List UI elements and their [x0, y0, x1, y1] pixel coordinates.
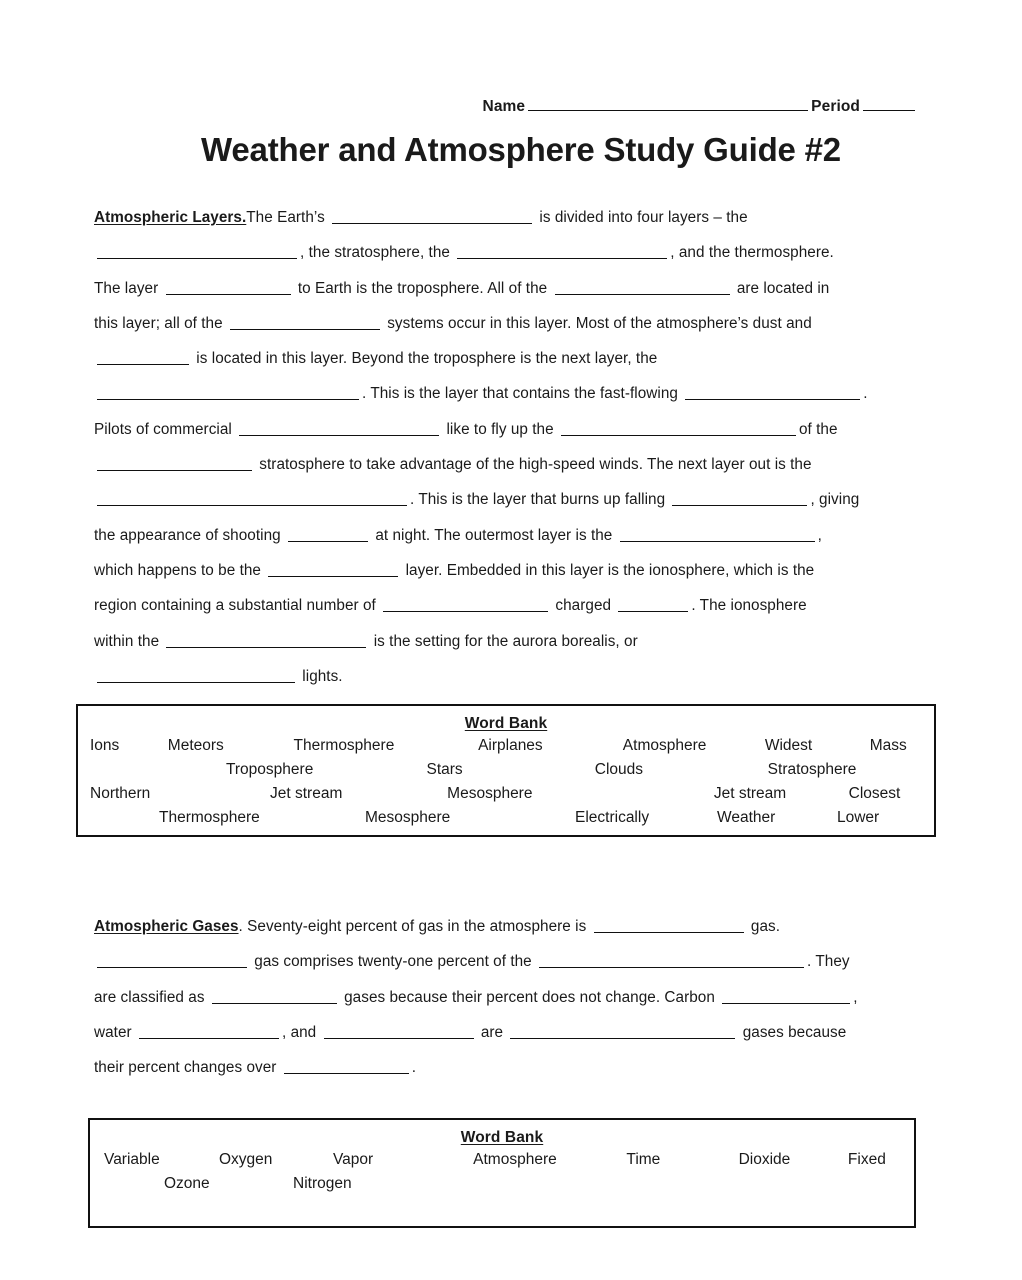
word-bank-word[interactable]: Thermosphere	[293, 737, 395, 754]
text-run: ,	[817, 526, 822, 544]
answer-blank[interactable]	[510, 1022, 735, 1039]
text-line	[94, 518, 922, 553]
answer-blank[interactable]	[457, 242, 667, 259]
text-line	[94, 1050, 922, 1085]
answer-blank[interactable]	[561, 419, 796, 436]
word-bank-word[interactable]: Jet stream	[270, 785, 343, 802]
text-run: The layer	[94, 279, 163, 297]
word-bank-word[interactable]: Fixed	[847, 1151, 886, 1168]
text-line	[94, 944, 922, 979]
text-run: systems occur in this layer. Most of the atmosphere’s dust and	[382, 314, 812, 332]
word-bank-word[interactable]: Clouds	[594, 761, 644, 778]
word-bank-row	[90, 758, 924, 782]
word-bank-word[interactable]: Jet stream	[713, 785, 787, 802]
text-run: their percent changes over	[94, 1059, 281, 1077]
word-bank-row	[104, 1148, 904, 1172]
name-blank[interactable]	[528, 94, 808, 111]
text-run: . Seventy-eight percent of gas in the atmosphere is	[238, 918, 591, 935]
answer-blank[interactable]	[97, 666, 295, 683]
text-run: gases because their percent does not change. Carbon	[339, 988, 720, 1006]
word-bank-row	[90, 734, 924, 758]
text-run: , and the thermosphere.	[670, 244, 834, 262]
answer-blank[interactable]	[618, 595, 688, 612]
word-bank-word[interactable]: Stratosphere	[767, 761, 857, 778]
text-run: like to fly up the	[442, 420, 558, 438]
word-bank-word[interactable]: Nitrogen	[293, 1175, 352, 1192]
text-run: The Earth’s	[246, 209, 330, 226]
word-bank-word[interactable]: Atmosphere	[622, 737, 707, 754]
answer-blank[interactable]	[722, 987, 850, 1004]
answer-blank[interactable]	[97, 489, 407, 506]
text-run: the appearance of shooting	[94, 526, 286, 544]
text-run: gases because	[738, 1023, 847, 1041]
text-run: gas.	[746, 918, 781, 935]
word-bank-word[interactable]: Troposphere	[226, 761, 314, 778]
text-run: , giving	[810, 491, 860, 509]
word-bank-word[interactable]: Thermosphere	[159, 809, 260, 826]
text-line	[94, 659, 922, 694]
answer-blank[interactable]	[685, 383, 860, 400]
text-run: is divided into four layers – the	[535, 209, 748, 226]
section-heading: Atmospheric Gases	[94, 918, 239, 935]
text-run: is located in this layer. Beyond the troposphere is the next layer, the	[192, 350, 658, 368]
text-line	[94, 1015, 922, 1050]
text-run: to Earth is the troposphere. All of the	[293, 279, 552, 297]
text-line	[94, 235, 922, 270]
answer-blank[interactable]	[212, 987, 337, 1004]
section-heading: Atmospheric Layers.	[94, 209, 247, 226]
word-bank-word[interactable]: Closest	[848, 785, 901, 802]
text-line	[94, 909, 922, 944]
text-run: . This is the layer that burns up falling	[410, 491, 670, 509]
text-run: ,	[853, 988, 858, 1006]
text-line	[94, 980, 922, 1015]
text-line	[94, 306, 922, 341]
word-bank-word[interactable]: Vapor	[332, 1151, 374, 1168]
period-label: Period	[811, 98, 860, 116]
word-bank-word[interactable]: Time	[626, 1151, 661, 1168]
word-bank-word[interactable]: Stars	[426, 761, 463, 778]
text-run: at night. The outermost layer is the	[371, 526, 617, 544]
text-run: stratosphere to take advantage of the high-speed winds. The next layer out is the	[255, 456, 812, 474]
text-run: water	[94, 1023, 136, 1041]
text-run: are located in	[732, 279, 830, 297]
section-atmospheric-gases	[94, 909, 922, 1085]
name-period-row	[0, 94, 1022, 116]
answer-blank[interactable]	[97, 454, 252, 471]
answer-blank[interactable]	[97, 348, 189, 365]
text-line	[94, 271, 922, 306]
text-line	[94, 412, 922, 447]
period-blank[interactable]	[863, 94, 915, 111]
text-run: . The ionosphere	[691, 597, 807, 615]
answer-blank[interactable]	[97, 951, 247, 968]
word-bank-2-rows	[90, 1147, 914, 1196]
text-run: , the stratosphere, the	[300, 244, 455, 262]
answer-blank[interactable]	[332, 207, 532, 224]
text-run: layer. Embedded in this layer is the ionosphere, which is the	[401, 561, 815, 579]
word-bank-word[interactable]: Dioxide	[738, 1151, 791, 1168]
text-run: .	[863, 385, 868, 403]
word-bank-word[interactable]: Atmosphere	[473, 1151, 557, 1168]
answer-blank[interactable]	[383, 595, 548, 612]
word-bank-word[interactable]: Lower	[837, 809, 880, 826]
answer-blank[interactable]	[288, 525, 368, 542]
text-line	[94, 200, 922, 235]
answer-blank[interactable]	[97, 383, 359, 400]
word-bank-word[interactable]: Variable	[104, 1151, 160, 1168]
text-line	[94, 447, 922, 482]
text-run: gas comprises twenty-one percent of the	[250, 953, 537, 971]
answer-blank[interactable]	[97, 242, 297, 259]
text-line	[94, 553, 922, 588]
text-run: region containing a substantial number of	[94, 597, 381, 615]
answer-blank[interactable]	[672, 489, 807, 506]
word-bank-row	[90, 782, 924, 806]
text-run: , and	[281, 1023, 321, 1041]
text-run: this layer; all of the	[94, 314, 227, 332]
answer-blank[interactable]	[268, 560, 398, 577]
word-bank-row	[104, 1172, 904, 1196]
answer-blank[interactable]	[594, 916, 744, 933]
text-run: are	[476, 1023, 508, 1041]
word-bank-word[interactable]: Ozone	[164, 1175, 210, 1192]
answer-blank[interactable]	[555, 278, 730, 295]
text-line	[94, 624, 922, 659]
text-run: lights.	[298, 667, 343, 685]
text-run: Pilots of commercial	[94, 420, 237, 438]
text-run: within the	[94, 632, 164, 650]
word-bank-word[interactable]: Mesosphere	[365, 809, 451, 826]
word-bank-word[interactable]: Northern	[90, 785, 151, 802]
text-line	[94, 376, 922, 411]
word-bank-word[interactable]: Oxygen	[218, 1151, 273, 1168]
answer-blank[interactable]	[539, 951, 804, 968]
word-bank-1-title: Word Bank	[464, 715, 548, 732]
answer-blank[interactable]	[239, 419, 439, 436]
answer-blank[interactable]	[166, 278, 291, 295]
text-run: is the setting for the aurora borealis, or	[369, 632, 638, 650]
text-run: are classified as	[94, 988, 209, 1006]
text-line	[94, 482, 922, 517]
text-run: which happens to be the	[94, 561, 266, 579]
word-bank-word[interactable]: Mesosphere	[447, 785, 533, 802]
text-line	[94, 588, 922, 623]
text-run: . They	[807, 953, 850, 971]
text-line	[94, 341, 922, 376]
word-bank-word[interactable]: Widest	[764, 737, 813, 754]
page-title: Weather and Atmosphere Study Guide #2	[201, 131, 841, 168]
name-label: Name	[482, 98, 526, 116]
word-bank-1-rows	[78, 733, 934, 830]
answer-blank[interactable]	[139, 1022, 279, 1039]
word-bank-word[interactable]: Electrically	[575, 809, 650, 826]
text-run: of the	[798, 420, 838, 438]
word-bank-row	[90, 806, 924, 830]
word-bank-word[interactable]: Mass	[869, 737, 907, 754]
word-bank-word[interactable]: Airplanes	[478, 737, 543, 754]
word-bank-2-title: Word Bank	[460, 1129, 544, 1146]
word-bank-word[interactable]: Ions	[90, 737, 120, 754]
word-bank-1	[76, 704, 936, 837]
answer-blank[interactable]	[284, 1057, 409, 1074]
text-run: charged	[551, 597, 616, 615]
section-atmospheric-layers	[94, 200, 922, 694]
text-run: . This is the layer that contains the fast-flowing	[362, 385, 683, 403]
text-run: .	[411, 1059, 417, 1077]
answer-blank[interactable]	[230, 313, 380, 330]
word-bank-word[interactable]: Meteors	[167, 737, 224, 754]
answer-blank[interactable]	[324, 1022, 474, 1039]
word-bank-word[interactable]: Weather	[717, 809, 776, 826]
answer-blank[interactable]	[166, 631, 366, 648]
answer-blank[interactable]	[620, 525, 815, 542]
word-bank-2	[88, 1118, 916, 1228]
